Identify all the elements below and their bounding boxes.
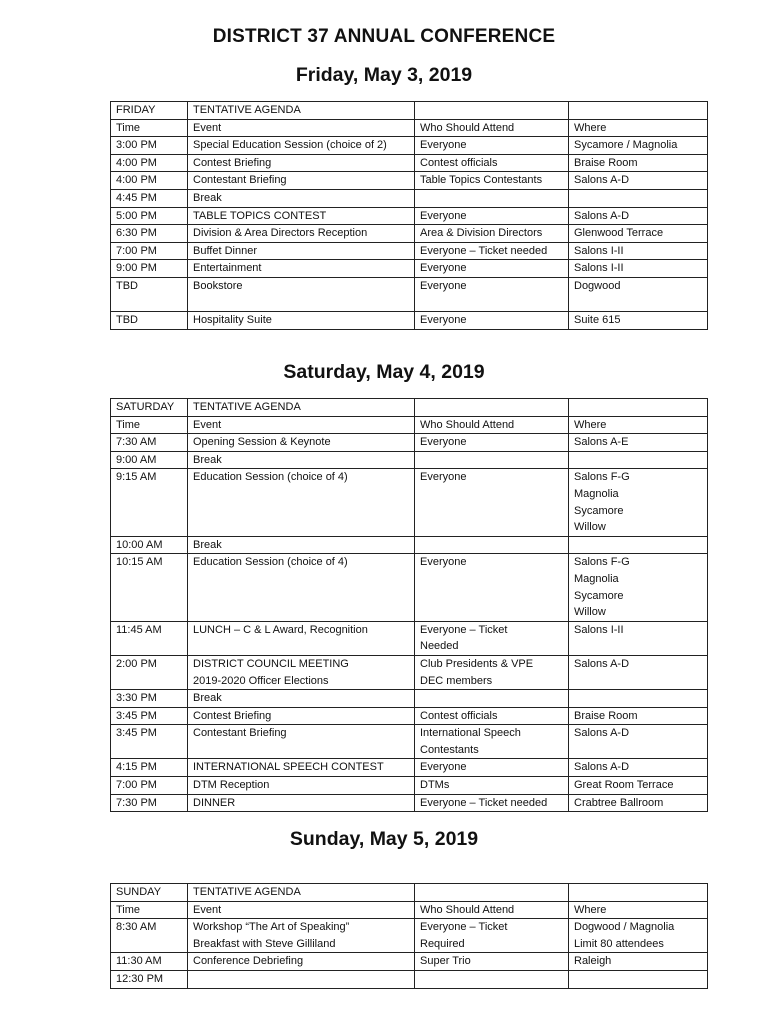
- agenda-time-text: 2:00 PM: [116, 657, 157, 670]
- agenda-where-cell: [569, 434, 708, 452]
- agenda-row: [111, 621, 708, 655]
- agenda-who-text: Area & Division Directors: [420, 227, 543, 240]
- agenda-time-cell: [111, 536, 188, 554]
- agenda-event-cell: [188, 655, 415, 689]
- agenda-time-text: 4:15 PM: [116, 761, 157, 774]
- agenda-event-text: Break: [193, 191, 222, 204]
- agenda-event-text: Contest Briefing: [193, 156, 272, 169]
- agenda-where-text: Braise Room: [574, 156, 638, 169]
- agenda-row: [111, 655, 708, 689]
- agenda-who-cell: [415, 434, 569, 452]
- agenda-label-row-cell: SUNDAY: [111, 884, 188, 902]
- agenda-event-cell: [188, 690, 415, 708]
- agenda-who-text: Contest officials: [420, 709, 498, 722]
- agenda-who-cell: [415, 777, 569, 795]
- agenda-time-cell: [111, 451, 188, 469]
- agenda-event-text: Contest Briefing: [193, 709, 272, 722]
- agenda-header-row-cell: Time: [111, 119, 188, 137]
- agenda-where-text: Magnolia: [574, 572, 619, 585]
- agenda-label-row-cell: [569, 884, 708, 902]
- agenda-time-text: 3:45 PM: [116, 709, 157, 722]
- agenda-who-text: Everyone: [420, 556, 467, 569]
- agenda-row: [111, 970, 708, 988]
- agenda-who-text: Everyone: [420, 314, 467, 327]
- agenda-row: [111, 434, 708, 452]
- agenda-label-row-cell: [415, 884, 569, 902]
- agenda-where-cell: [569, 469, 708, 536]
- agenda-event-cell: [188, 154, 415, 172]
- agenda-where-cell: [569, 260, 708, 278]
- agenda-who-text: Everyone – Ticket: [420, 623, 508, 636]
- agenda-where-text: Salons F-G: [574, 471, 630, 484]
- agenda-time-cell: [111, 655, 188, 689]
- agenda-time-text: 7:30 PM: [116, 796, 157, 809]
- agenda-who-cell: [415, 207, 569, 225]
- agenda-where-cell: [569, 707, 708, 725]
- agenda-header-row-cell: Who Should Attend: [415, 901, 569, 919]
- agenda-event-cell: [188, 225, 415, 243]
- agenda-time-cell: [111, 469, 188, 536]
- agenda-where-text: Sycamore: [574, 504, 624, 517]
- agenda-label-row: [111, 102, 708, 120]
- agenda-where-cell: [569, 154, 708, 172]
- agenda-label-row-cell: [569, 399, 708, 417]
- agenda-who-cell: [415, 707, 569, 725]
- agenda-time-text: 9:15 AM: [116, 471, 157, 484]
- agenda-time-cell: [111, 794, 188, 812]
- agenda-time-cell: [111, 260, 188, 278]
- agenda-who-text: Everyone: [420, 471, 467, 484]
- agenda-header-row-cell: Event: [188, 901, 415, 919]
- agenda-row: [111, 794, 708, 812]
- agenda-time-text: [116, 295, 182, 312]
- agenda-event-text: Contestant Briefing: [193, 174, 287, 187]
- agenda-who-text: Everyone: [420, 279, 467, 292]
- agenda-event-cell: [188, 621, 415, 655]
- agenda-who-cell: [415, 172, 569, 190]
- agenda-where-cell: [569, 953, 708, 971]
- agenda-who-cell: [415, 794, 569, 812]
- agenda-time-text: 9:00 PM: [116, 262, 157, 275]
- agenda-time-text: 3:30 PM: [116, 692, 157, 705]
- agenda-event-text: DTM Reception: [193, 779, 270, 792]
- agenda-row: [111, 919, 708, 953]
- agenda-where-text: Dogwood / Magnolia: [574, 921, 675, 934]
- agenda-event-text: Conference Debriefing: [193, 955, 304, 968]
- agenda-where-text: Sycamore / Magnolia: [574, 139, 678, 152]
- agenda-where-text: Great Room Terrace: [574, 779, 674, 792]
- agenda-event-cell: [188, 172, 415, 190]
- agenda-where-text: Salons I-II: [574, 244, 624, 257]
- agenda-event-cell: [188, 953, 415, 971]
- agenda-event-text: Contestant Briefing: [193, 727, 287, 740]
- agenda-event-text: TABLE TOPICS CONTEST: [193, 209, 327, 222]
- agenda-who-text: Everyone – Ticket needed: [420, 796, 548, 809]
- agenda-who-cell: [415, 137, 569, 155]
- agenda-where-cell: [569, 536, 708, 554]
- agenda-time-cell: [111, 953, 188, 971]
- agenda-time-text: 7:30 AM: [116, 436, 157, 449]
- agenda-who-cell: [415, 759, 569, 777]
- agenda-row: [111, 707, 708, 725]
- agenda-label-row-cell: SATURDAY: [111, 399, 188, 417]
- agenda-who-text: Table Topics Contestants: [420, 174, 543, 187]
- agenda-where-text: [574, 452, 702, 469]
- agenda-time-cell: [111, 777, 188, 795]
- agenda-who-text: Contest officials: [420, 156, 498, 169]
- agenda-time-cell: [111, 189, 188, 207]
- agenda-who-text: [420, 971, 563, 988]
- agenda-event-text: DISTRICT COUNCIL MEETING: [193, 657, 349, 670]
- agenda-time-text: 5:00 PM: [116, 209, 157, 222]
- agenda-time-text: 10:15 AM: [116, 556, 163, 569]
- agenda-who-text: DTMs: [420, 779, 450, 792]
- agenda-event-text: DINNER: [193, 796, 236, 809]
- agenda-event-text: Hospitality Suite: [193, 314, 272, 327]
- agenda-who-text: Club Presidents & VPE: [420, 657, 534, 670]
- agenda-event-cell: [188, 469, 415, 536]
- agenda-event-text: 2019-2020 Officer Elections: [193, 674, 329, 687]
- agenda-row: [111, 242, 708, 260]
- agenda-where-text: Salons A-D: [574, 761, 630, 774]
- agenda-header-row-cell: Time: [111, 901, 188, 919]
- agenda-who-cell: [415, 225, 569, 243]
- agenda-header-row: [111, 416, 708, 434]
- agenda-event-cell: [188, 554, 415, 621]
- agenda-where-cell: [569, 725, 708, 759]
- agenda-who-text: [420, 295, 563, 312]
- agenda-who-cell: [415, 154, 569, 172]
- agenda-event-cell: [188, 970, 415, 988]
- agenda-time-text: 3:45 PM: [116, 727, 157, 740]
- agenda-event-text: Break: [193, 692, 222, 705]
- agenda-where-text: [574, 190, 702, 207]
- agenda-time-text: 10:00 AM: [116, 538, 163, 551]
- agenda-event-cell: [188, 707, 415, 725]
- agenda-who-cell: [415, 189, 569, 207]
- agenda-time-text: 4:00 PM: [116, 174, 157, 187]
- agenda-where-text: Salons A-D: [574, 174, 630, 187]
- agenda-time-cell: [111, 759, 188, 777]
- agenda-event-text: [193, 971, 409, 988]
- agenda-time-text: TBD: [116, 314, 138, 327]
- agenda-where-cell: [569, 970, 708, 988]
- agenda-row: [111, 207, 708, 225]
- agenda-event-cell: [188, 725, 415, 759]
- agenda-time-cell: [111, 621, 188, 655]
- agenda-label-row-cell: [569, 102, 708, 120]
- agenda-label-row-cell: [415, 399, 569, 417]
- agenda-header-row-cell: Who Should Attend: [415, 119, 569, 137]
- agenda-event-text: Break: [193, 453, 222, 466]
- agenda-event-cell: [188, 242, 415, 260]
- agenda-label-row-cell: [415, 102, 569, 120]
- agenda-event-text: Buffet Dinner: [193, 244, 258, 257]
- agenda-who-text: [420, 452, 563, 469]
- agenda-event-text: Education Session (choice of 4): [193, 471, 348, 484]
- agenda-where-text: Braise Room: [574, 709, 638, 722]
- agenda-time-text: 3:00 PM: [116, 139, 157, 152]
- agenda-header-row-cell: Who Should Attend: [415, 416, 569, 434]
- agenda-header-row: [111, 901, 708, 919]
- agenda-time-cell: [111, 137, 188, 155]
- agenda-where-text: Salons A-D: [574, 727, 630, 740]
- agenda-where-cell: [569, 172, 708, 190]
- agenda-time-text: 11:45 AM: [116, 623, 162, 636]
- agenda-where-text: [574, 690, 702, 707]
- agenda-event-text: LUNCH – C & L Award, Recognition: [193, 623, 368, 636]
- agenda-who-cell: [415, 451, 569, 469]
- agenda-header-row-cell: Event: [188, 416, 415, 434]
- agenda-time-cell: [111, 919, 188, 953]
- friday-agenda-table: [110, 101, 708, 330]
- agenda-who-text: International Speech: [420, 727, 521, 740]
- agenda-who-text: [420, 537, 563, 554]
- agenda-event-cell: [188, 759, 415, 777]
- agenda-header-row: [111, 119, 708, 137]
- agenda-row: [111, 172, 708, 190]
- agenda-where-text: Salons A-E: [574, 436, 629, 449]
- agenda-where-text: Crabtree Ballroom: [574, 796, 664, 809]
- agenda-time-cell: [111, 242, 188, 260]
- agenda-row: [111, 189, 708, 207]
- agenda-where-cell: [569, 554, 708, 621]
- agenda-event-cell: [188, 451, 415, 469]
- agenda-event-text: Bookstore: [193, 279, 243, 292]
- agenda-where-cell: [569, 690, 708, 708]
- sunday-heading: Sunday, May 5, 2019: [289, 828, 479, 850]
- agenda-time-text: TBD: [116, 279, 138, 292]
- agenda-who-text: Everyone: [420, 139, 467, 152]
- agenda-who-cell: [415, 312, 569, 330]
- agenda-event-text: Workshop “The Art of Speaking”: [193, 921, 350, 934]
- agenda-row: [111, 725, 708, 759]
- agenda-where-cell: [569, 621, 708, 655]
- agenda-event-text: Division & Area Directors Reception: [193, 227, 368, 240]
- agenda-row: [111, 225, 708, 243]
- agenda-time-cell: [111, 172, 188, 190]
- agenda-time-cell: [111, 154, 188, 172]
- agenda-event-cell: [188, 434, 415, 452]
- agenda-row: [111, 312, 708, 330]
- agenda-header-row-cell: Where: [569, 416, 708, 434]
- agenda-where-text: Salons I-II: [574, 623, 624, 636]
- agenda-event-cell: [188, 189, 415, 207]
- agenda-where-text: Willow: [574, 521, 606, 534]
- agenda-who-cell: [415, 242, 569, 260]
- agenda-row: [111, 953, 708, 971]
- agenda-who-cell: [415, 277, 569, 311]
- agenda-who-text: [420, 190, 563, 207]
- agenda-who-text: Required: [420, 937, 465, 950]
- agenda-row: [111, 777, 708, 795]
- friday-heading: Friday, May 3, 2019: [295, 64, 473, 86]
- agenda-where-text: Sycamore: [574, 589, 624, 602]
- agenda-event-text: Special Education Session (choice of 2): [193, 139, 387, 152]
- agenda-where-text: Willow: [574, 606, 606, 619]
- agenda-event-cell: [188, 207, 415, 225]
- agenda-time-text: 11:30 AM: [116, 955, 162, 968]
- agenda-where-text: Glenwood Terrace: [574, 227, 664, 240]
- agenda-who-cell: [415, 655, 569, 689]
- agenda-event-cell: [188, 777, 415, 795]
- agenda-event-text: INTERNATIONAL SPEECH CONTEST: [193, 761, 384, 774]
- agenda-where-cell: [569, 277, 708, 311]
- agenda-who-cell: [415, 725, 569, 759]
- agenda-time-cell: [111, 225, 188, 243]
- agenda-time-cell: [111, 690, 188, 708]
- agenda-who-text: Contestants: [420, 743, 479, 756]
- agenda-who-text: Everyone – Ticket: [420, 921, 508, 934]
- agenda-label-row-cell: TENTATIVE AGENDA: [188, 102, 415, 120]
- agenda-time-cell: [111, 554, 188, 621]
- agenda-event-text: Opening Session & Keynote: [193, 436, 331, 449]
- agenda-time-text: 9:00 AM: [116, 453, 157, 466]
- agenda-where-text: [574, 971, 702, 988]
- agenda-event-text: Education Session (choice of 4): [193, 556, 348, 569]
- agenda-who-text: Everyone: [420, 761, 467, 774]
- agenda-time-cell: [111, 207, 188, 225]
- agenda-where-cell: [569, 189, 708, 207]
- agenda-time-text: 7:00 PM: [116, 779, 157, 792]
- agenda-who-text: Everyone: [420, 209, 467, 222]
- agenda-time-text: 4:45 PM: [116, 191, 157, 204]
- agenda-row: [111, 759, 708, 777]
- agenda-who-cell: [415, 554, 569, 621]
- agenda-event-cell: [188, 794, 415, 812]
- agenda-row: [111, 154, 708, 172]
- agenda-where-cell: [569, 451, 708, 469]
- agenda-who-cell: [415, 621, 569, 655]
- agenda-where-cell: [569, 794, 708, 812]
- agenda-where-cell: [569, 777, 708, 795]
- agenda-where-cell: [569, 207, 708, 225]
- agenda-where-cell: [569, 137, 708, 155]
- agenda-who-cell: [415, 536, 569, 554]
- agenda-row: [111, 554, 708, 621]
- agenda-event-cell: [188, 919, 415, 953]
- agenda-who-text: Everyone – Ticket needed: [420, 244, 548, 257]
- agenda-time-text: 12:30 PM: [116, 972, 164, 985]
- agenda-event-text: Break: [193, 538, 222, 551]
- agenda-row: [111, 137, 708, 155]
- agenda-where-text: Suite 615: [574, 314, 621, 327]
- agenda-where-text: Salons F-G: [574, 556, 630, 569]
- agenda-where-text: Salons A-D: [574, 209, 630, 222]
- agenda-label-row-cell: TENTATIVE AGENDA: [188, 884, 415, 902]
- agenda-header-row-cell: Where: [569, 901, 708, 919]
- agenda-time-cell: [111, 725, 188, 759]
- agenda-where-cell: [569, 759, 708, 777]
- agenda-event-text: Entertainment: [193, 262, 262, 275]
- agenda-time-cell: [111, 707, 188, 725]
- agenda-who-text: Super Trio: [420, 955, 471, 968]
- agenda-who-cell: [415, 919, 569, 953]
- agenda-who-cell: [415, 970, 569, 988]
- agenda-where-cell: [569, 225, 708, 243]
- agenda-time-cell: [111, 970, 188, 988]
- agenda-header-row-cell: Event: [188, 119, 415, 137]
- agenda-who-cell: [415, 469, 569, 536]
- agenda-where-text: Dogwood: [574, 279, 621, 292]
- agenda-time-text: 8:30 AM: [116, 921, 157, 934]
- agenda-who-cell: [415, 953, 569, 971]
- agenda-where-cell: [569, 919, 708, 953]
- agenda-who-text: DEC members: [420, 674, 493, 687]
- agenda-event-cell: [188, 137, 415, 155]
- agenda-row: [111, 277, 708, 311]
- agenda-where-text: Limit 80 attendees: [574, 937, 664, 950]
- agenda-row: [111, 536, 708, 554]
- agenda-event-cell: [188, 260, 415, 278]
- agenda-who-text: Needed: [420, 640, 459, 653]
- agenda-who-text: Everyone: [420, 262, 467, 275]
- agenda-label-row-cell: FRIDAY: [111, 102, 188, 120]
- agenda-event-text: [193, 295, 409, 312]
- agenda-who-text: [420, 690, 563, 707]
- document-title: DISTRICT 37 ANNUAL CONFERENCE: [212, 26, 556, 47]
- agenda-time-cell: [111, 434, 188, 452]
- agenda-where-text: Magnolia: [574, 487, 619, 500]
- agenda-where-text: Salons A-D: [574, 657, 630, 670]
- agenda-where-text: Salons I-II: [574, 262, 624, 275]
- agenda-row: [111, 260, 708, 278]
- agenda-header-row-cell: Where: [569, 119, 708, 137]
- agenda-where-cell: [569, 242, 708, 260]
- agenda-event-cell: [188, 277, 415, 311]
- agenda-who-cell: [415, 690, 569, 708]
- agenda-where-cell: [569, 312, 708, 330]
- agenda-label-row: [111, 884, 708, 902]
- agenda-where-text: [574, 537, 702, 554]
- sunday-agenda-table: [110, 883, 708, 989]
- agenda-row: [111, 690, 708, 708]
- saturday-heading: Saturday, May 4, 2019: [283, 361, 485, 383]
- agenda-time-cell: [111, 312, 188, 330]
- agenda-header-row-cell: Time: [111, 416, 188, 434]
- agenda-where-cell: [569, 655, 708, 689]
- agenda-label-row: [111, 399, 708, 417]
- agenda-who-text: Everyone: [420, 436, 467, 449]
- agenda-where-text: [574, 295, 702, 312]
- agenda-time-text: 4:00 PM: [116, 156, 157, 169]
- agenda-time-text: 6:30 PM: [116, 227, 157, 240]
- agenda-event-cell: [188, 312, 415, 330]
- agenda-event-text: Breakfast with Steve Gilliland: [193, 937, 336, 950]
- agenda-event-cell: [188, 536, 415, 554]
- agenda-time-text: 7:00 PM: [116, 244, 157, 257]
- agenda-row: [111, 451, 708, 469]
- agenda-who-cell: [415, 260, 569, 278]
- saturday-agenda-table: [110, 398, 708, 812]
- agenda-row: [111, 469, 708, 536]
- agenda-label-row-cell: TENTATIVE AGENDA: [188, 399, 415, 417]
- agenda-time-cell: [111, 277, 188, 311]
- agenda-where-text: Raleigh: [574, 955, 612, 968]
